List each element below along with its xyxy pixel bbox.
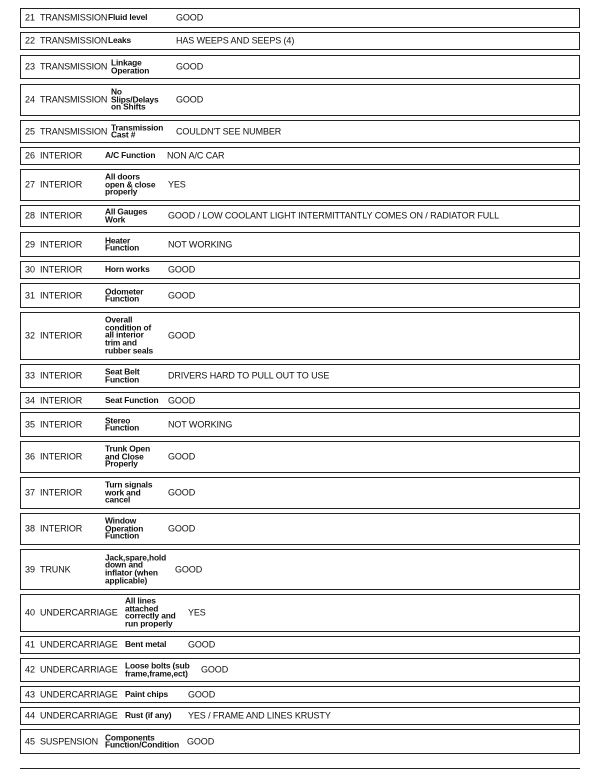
row-number: 37 — [25, 487, 36, 498]
row-number: 38 — [25, 523, 36, 534]
table-row — [20, 232, 580, 257]
table-row — [20, 8, 580, 28]
row-number: 31 — [25, 290, 36, 300]
row-category: UNDERCARRIAGE — [40, 639, 118, 650]
row-category: INTERIOR — [40, 370, 83, 381]
row-category: TRANSMISSION — [40, 126, 108, 136]
row-item: Seat Belt Function — [105, 366, 140, 384]
row-category: UNDERCARRIAGE — [40, 710, 118, 721]
row-number: 36 — [25, 451, 36, 462]
row-category: SUSPENSION — [40, 736, 99, 746]
row-category: INTERIOR — [40, 487, 83, 498]
row-category: INTERIOR — [40, 395, 83, 405]
row-category: INTERIOR — [40, 210, 83, 221]
table-row — [20, 636, 580, 654]
row-item: Odometer Function — [105, 285, 144, 304]
row-number: 23 — [25, 61, 36, 72]
row-value: NON A/C CAR — [167, 150, 225, 161]
row-number: 40 — [25, 607, 36, 618]
row-value: DRIVERS HARD TO PULL OUT TO USE — [168, 370, 330, 381]
row-number: 24 — [25, 94, 36, 105]
row-item: Components Function/Condition — [105, 731, 180, 750]
row-number: 39 — [25, 564, 36, 574]
row-number: 45 — [25, 736, 36, 746]
row-item: Loose bolts (sub frame,frame,ect) — [125, 660, 190, 678]
row-item: All lines attached correctly and run properly — [125, 595, 176, 629]
row-number: 41 — [25, 639, 36, 650]
row-value: GOOD — [176, 94, 204, 105]
table-row — [20, 686, 580, 703]
row-item: Horn works — [105, 264, 150, 275]
row-category: INTERIOR — [40, 451, 83, 462]
table-row — [20, 707, 580, 725]
row-item: Transmission Cast # — [111, 121, 164, 140]
row-category: TRANSMISSION — [40, 61, 108, 72]
table-row — [20, 84, 580, 116]
row-value: GOOD — [168, 487, 196, 498]
row-number: 33 — [25, 370, 36, 381]
row-number: 32 — [25, 330, 36, 341]
table-row — [20, 441, 580, 473]
table-row — [20, 261, 580, 279]
table-row — [20, 120, 580, 143]
row-number: 34 — [25, 395, 36, 405]
table-row — [20, 312, 580, 360]
table-row — [20, 549, 580, 590]
row-number: 21 — [25, 12, 36, 23]
row-value: GOOD / LOW COOLANT LIGHT INTERMITTANTLY COMES ON / RADIATOR FULL — [168, 210, 499, 221]
row-number: 28 — [25, 210, 36, 221]
table-row — [20, 513, 580, 545]
row-item: Heater Function — [105, 234, 140, 253]
row-category: INTERIOR — [40, 419, 83, 429]
row-category: INTERIOR — [40, 330, 83, 341]
row-value: GOOD — [187, 736, 215, 746]
row-item: All Gauges Work — [105, 206, 148, 224]
table-row — [20, 169, 580, 201]
next-row-top-border — [20, 768, 580, 769]
row-value: GOOD — [201, 664, 229, 675]
row-item: Paint chips — [125, 688, 169, 699]
row-item: Jack,spare,hold down and inflator (when applicable) — [105, 552, 167, 586]
row-value: GOOD — [188, 689, 216, 699]
row-category: UNDERCARRIAGE — [40, 607, 118, 618]
row-category: TRANSMISSION — [40, 12, 108, 23]
row-value: COULDN'T SEE NUMBER — [176, 126, 282, 136]
row-item: Trunk Open and Close Properly — [105, 443, 151, 469]
row-category: TRANSMISSION — [40, 94, 108, 105]
row-number: 29 — [25, 239, 36, 249]
table-row — [20, 32, 580, 50]
row-category: UNDERCARRIAGE — [40, 689, 118, 699]
row-value: GOOD — [175, 564, 203, 574]
row-value: GOOD — [168, 330, 196, 341]
row-category: UNDERCARRIAGE — [40, 664, 118, 675]
table-row — [20, 364, 580, 388]
row-category: INTERIOR — [40, 179, 83, 190]
row-category: TRANSMISSION — [40, 35, 108, 46]
row-value: GOOD — [168, 395, 196, 405]
row-number: 26 — [25, 150, 36, 161]
row-item: A/C Function — [105, 150, 156, 161]
table-row — [20, 477, 580, 509]
row-number: 27 — [25, 179, 36, 190]
row-value: GOOD — [168, 451, 196, 462]
table-row — [20, 55, 580, 79]
row-item: Window Operation Function — [105, 515, 144, 541]
row-item: Stereo Function — [105, 414, 140, 433]
table-row — [20, 205, 580, 227]
table-row — [20, 283, 580, 308]
row-category: INTERIOR — [40, 239, 83, 249]
row-category: INTERIOR — [40, 523, 83, 534]
row-value: NOT WORKING — [168, 239, 233, 249]
row-item: Bent metal — [125, 639, 167, 650]
row-value: GOOD — [176, 61, 204, 72]
row-value: GOOD — [176, 12, 204, 23]
row-item: No Slips/Delays on Shifts — [111, 86, 159, 112]
row-value: GOOD — [168, 523, 196, 534]
table-row — [20, 392, 580, 409]
row-category: INTERIOR — [40, 264, 83, 275]
row-value: GOOD — [168, 290, 196, 300]
row-item: All doors open & close properly — [105, 171, 156, 197]
row-item: Rust (if any) — [125, 710, 172, 721]
row-number: 43 — [25, 689, 36, 699]
row-value: GOOD — [168, 264, 196, 275]
table-row — [20, 412, 580, 437]
row-number: 30 — [25, 264, 36, 275]
table-row — [20, 658, 580, 682]
row-number: 44 — [25, 710, 36, 721]
row-value: YES — [168, 179, 186, 190]
row-value: YES — [188, 607, 206, 618]
row-number: 25 — [25, 126, 36, 136]
row-value: HAS WEEPS AND SEEPS (4) — [176, 35, 295, 46]
row-item: Seat Function — [105, 394, 159, 405]
row-number: 35 — [25, 419, 36, 429]
row-item: Turn signals work and cancel — [105, 479, 153, 505]
row-value: YES / FRAME AND LINES KRUSTY — [188, 710, 331, 721]
row-value: GOOD — [188, 639, 216, 650]
row-category: TRUNK — [40, 564, 71, 574]
row-number: 42 — [25, 664, 36, 675]
row-item: Linkage Operation — [111, 57, 150, 75]
table-row — [20, 729, 580, 754]
table-row — [20, 594, 580, 632]
row-item: Overall condition of all interior trim and rubber seals — [105, 314, 154, 356]
row-item: Fluid level — [108, 12, 148, 23]
row-category: INTERIOR — [40, 150, 83, 161]
row-category: INTERIOR — [40, 290, 83, 300]
row-item: Leaks — [108, 35, 131, 46]
row-value: NOT WORKING — [168, 419, 233, 429]
row-number: 22 — [25, 35, 36, 46]
table-row — [20, 147, 580, 165]
